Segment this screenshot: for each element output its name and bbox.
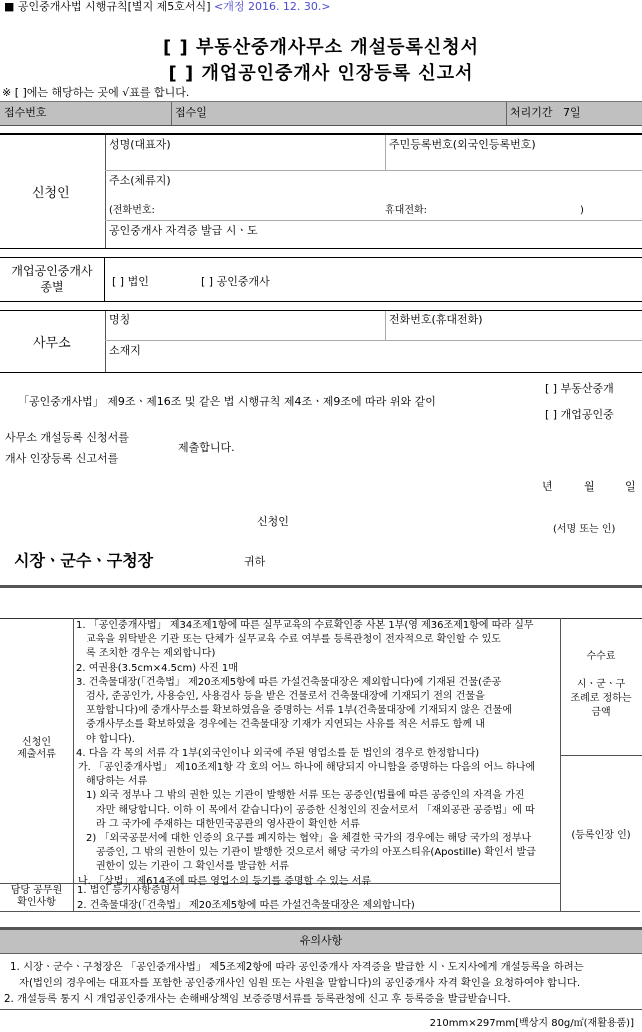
form-title-1: [ ] 부동산중개사무소 개설등록신청서 <box>162 37 480 58</box>
paper-spec: 210mm×297mm[백상지 80g/㎡(재활용품)] <box>429 1018 634 1029</box>
office-location-field[interactable]: 소재지 <box>109 344 141 357</box>
doc-item: 권한이 있는 기관이 그 확인서를 발급한 서류 <box>96 861 289 873</box>
doc-item: 야 합니다). <box>86 733 135 745</box>
applicant-phone-field[interactable]: (전화번호: <box>109 205 155 216</box>
fee-value-1: 시ㆍ군ㆍ구 <box>576 679 626 690</box>
processing-period-label: 처리기간 7일 <box>510 106 581 119</box>
official-check-label-2: 확인사항 <box>17 897 56 908</box>
doc-item: 검사, 준공인가, 사용승인, 사용검사 등을 받은 건물로서 건축물대장에 기재되기 전의 건물을 <box>86 691 485 703</box>
applicant-docs-label-2: 제출서류 <box>17 749 56 760</box>
doc-item: 2) 「외국공문서에 대한 인증의 요구를 폐지하는 협약」을 체결한 국가의 경우에는 해당 국가의 정부나 <box>86 833 532 845</box>
declaration-submit: 제출합니다. <box>178 441 235 454</box>
mobile-close-paren: ) <box>580 205 584 216</box>
doc-item: 라 그 국가에 주재하는 대한민국공관의 영사관이 확인한 서류 <box>96 818 360 830</box>
applicant-name-field[interactable]: 성명(대표자) <box>109 138 171 151</box>
applicant-mobile-field[interactable]: 휴대전화: <box>385 205 428 216</box>
receipt-date-label: 접수일 <box>175 106 207 119</box>
signer-label: 신청인 <box>257 515 289 528</box>
doc-item: 해당하는 서류 <box>86 776 148 788</box>
office-section-label: 사무소 <box>33 336 71 351</box>
doc-item: 1) 외국 정부나 그 밖의 권한 있는 기관이 발행한 서류 또는 공증인(법률에 따른 공증인의 자격을 가진 <box>86 790 525 802</box>
doc-item: 공증인, 그 밖의 권한이 있는 기관이 발행한 것으로서 해당 국가의 아포스티유(Apostille) 확인서 발급 <box>96 847 536 859</box>
receipt-number-label: 접수번호 <box>4 106 47 119</box>
date-year[interactable]: 년 <box>542 480 553 493</box>
cert-issuer-field[interactable]: 공인중개사 자격증 발급 시ㆍ도 <box>109 224 258 237</box>
seal-registration-field[interactable]: (등록인장 인) <box>571 830 631 841</box>
doc-item: 자만 해당합니다. 이하 이 목에서 같습니다)이 공증한 신청인의 진술서로서 「재외공관 공증법」에 따 <box>96 804 535 816</box>
declaration-cont-2: 개사 인장등록 신고서를 <box>5 452 119 465</box>
form-title-2: [ ] 개업공인중개사 인장등록 신고서 <box>168 63 474 84</box>
agent-type-corporation-checkbox[interactable]: [ ] 법인 <box>112 275 149 288</box>
addressee: 시장ㆍ군수ㆍ구청장 <box>14 551 154 570</box>
doc-item: 교육을 위탁받은 기관 또는 단체가 실무교육 수료 여부를 등록관청이 전자적으로 확인할 수 있도 <box>86 634 501 646</box>
doc-item: 포함합니다)에 중개사무소를 확보하였음을 증명하는 서류 1부(건축물대장에 기재되지 않은 건물에 <box>86 705 512 717</box>
doc-item: 중개사무소를 확보하였을 경우에는 건축물대장 기재가 지연되는 사유를 적은 서류도 함께 내 <box>86 719 485 731</box>
form-reference <box>4 0 331 14</box>
fee-value-3: 금액 <box>591 707 611 718</box>
declaration-check-agent[interactable]: [ ] 개업공인중 <box>545 408 614 421</box>
note-item: 1. 시장ㆍ군수ㆍ구청장은 「공인중개사법」 제5조제2항에 따라 공인중개사 자격증을 발급한 시ㆍ도지사에게 개설등록을 하려는 <box>10 961 584 973</box>
revision-date: <개정 2016. 12. 30.> <box>213 0 331 13</box>
fee-value-2: 조례로 정하는 <box>570 693 632 704</box>
date-month[interactable]: 월 <box>584 480 595 493</box>
declaration-law-text: 「공인중개사법」 제9조ㆍ제16조 및 같은 법 시행규칙 제4조ㆍ제9조에 따라 위와 같이 <box>18 395 436 408</box>
doc-item: 2. 여권용(3.5cm×4.5cm) 사진 1매 <box>76 662 238 674</box>
note-item: 2. 개설등록 통지 시 개업공인중개사는 손해배상책임 보증증명서류를 등록관청에 신고 후 등록증을 발급받습니다. <box>4 993 511 1005</box>
applicant-address-field[interactable]: 주소(체류지) <box>109 174 171 187</box>
applicant-docs-list <box>76 619 560 889</box>
doc-item: 4. 다음 각 목의 서류 각 1부(외국인이나 외국에 주된 영업소를 둔 법인의 경우로 한정합니다) <box>76 747 480 759</box>
fee-label: 수수료 <box>586 651 616 662</box>
doc-item: 1. 「공인중개사법」 제34조제1항에 따른 실무교육의 수료확인증 사본 1부(영 제36조제1항에 따라 실무 <box>76 620 534 631</box>
signature-field[interactable]: (서명 또는 인) <box>553 524 616 535</box>
applicant-section-label: 신청인 <box>32 186 70 201</box>
doc-item: 3. 건축물대장(「건축법」 제20조제5항에 따른 가설건축물대장은 제외합니다)에 기재된 건물(준공 <box>76 676 502 688</box>
office-name-field[interactable]: 명칭 <box>109 313 131 326</box>
declaration-cont-1: 사무소 개설등록 신청서를 <box>5 431 129 444</box>
addressee-honorific: 귀하 <box>244 555 266 568</box>
agent-type-label-2: 종별 <box>40 280 64 294</box>
applicant-docs-label-1: 신청인 <box>22 737 51 748</box>
official-item: 2. 건축물대장(「건축법」 제20조제5항에 따른 가설건축물대장은 제외합니다) <box>77 900 415 911</box>
form-ref-text: ■ 공인중개사법 시행규칙[별지 제5호서식] <box>4 0 211 13</box>
applicant-id-field[interactable]: 주민등록번호(외국인등록번호) <box>389 138 536 151</box>
agent-type-agent-checkbox[interactable]: [ ] 공인중개사 <box>201 275 270 288</box>
official-check-label-1: 담당 공무원 <box>10 885 63 896</box>
note-item: 자(법인의 경우에는 대표자를 포함한 공인중개사인 임원 또는 사원을 말합니다)의 공인중개사 자격 확인을 요청하여야 합니다. <box>19 977 581 989</box>
doc-item: 록 조치한 경우는 제외합니다) <box>86 648 216 660</box>
check-note: ※ [ ]에는 해당하는 곳에 √표를 합니다. <box>2 86 190 99</box>
agent-type-label-1: 개업공인중개사 <box>11 264 93 278</box>
processing-period-value: 7일 <box>563 106 581 119</box>
notes-title: 유의사항 <box>299 934 343 947</box>
declaration-check-brokerage[interactable]: [ ] 부동산중개 <box>545 382 614 395</box>
office-phone-field[interactable]: 전화번호(휴대전화) <box>389 313 483 326</box>
date-day[interactable]: 일 <box>625 480 636 493</box>
doc-item: 가. 「공인중개사법」 제10조제1항 각 호의 어느 하나에 해당되지 아니함을 증명하는 다음의 어느 하나에 <box>78 762 536 774</box>
doc-item: 나. 「상법」 제614조에 따른 영업소의 등기를 증명할 수 있는 서류 <box>78 875 372 887</box>
official-item: 1. 법인 등기사항증명서 <box>77 885 180 896</box>
